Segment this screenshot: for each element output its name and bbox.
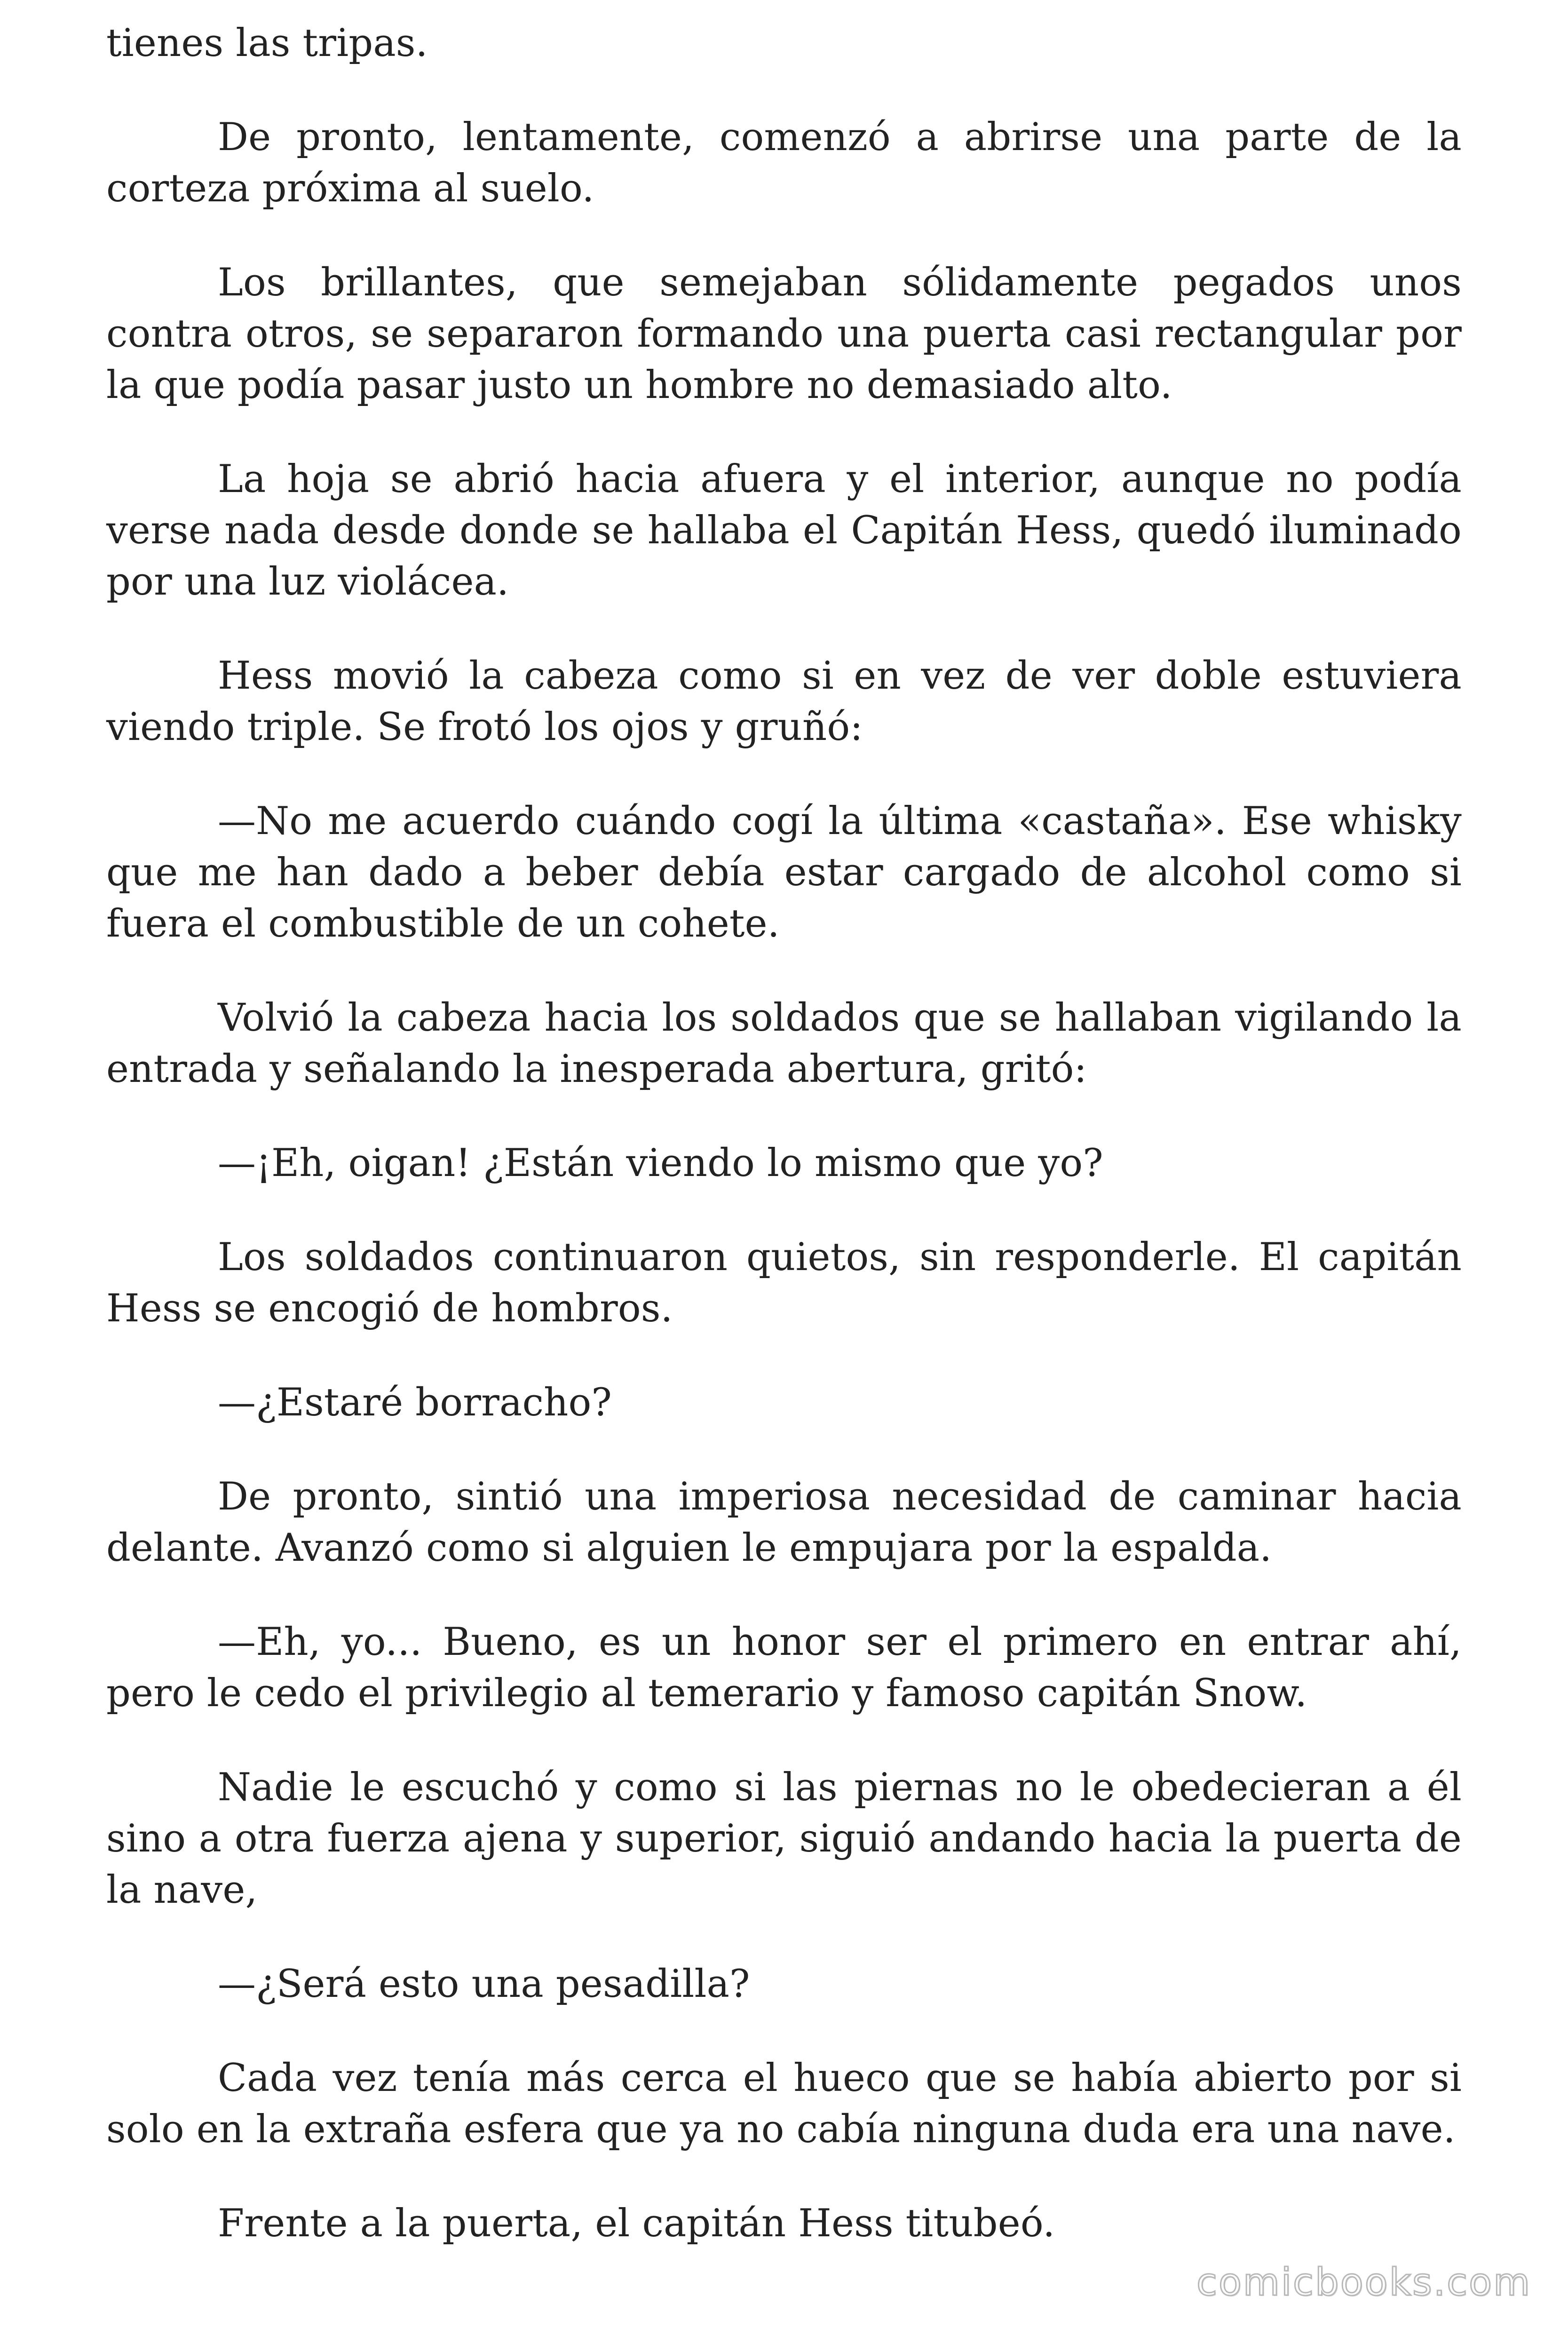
paragraph: Nadie le escuchó y como si las piernas no le obedecieran a él sino a otra fuerza ajena y superior, siguió andando hacia la puerta de la nave, bbox=[106, 1765, 1462, 1912]
paragraph: La hoja se abrió hacia afuera y el interior, aunque no podía verse nada desde donde se hallaba el Capitán Hess, quedó iluminado por una luz violácea. bbox=[106, 457, 1462, 604]
paragraph: Hess movió la cabeza como si en vez de ver doble estuviera viendo triple. Se frotó los ojos y gruñó: bbox=[106, 654, 1462, 749]
dialogue-paragraph: —¿Será esto una pesadilla? bbox=[218, 1962, 750, 2006]
paragraph: Volvió la cabeza hacia los soldados que se hallaban vigilando la entrada y señalando la inesperada abertura, gritó: bbox=[106, 996, 1462, 1091]
paragraph: Frente a la puerta, el capitán Hess titubeó. bbox=[218, 2201, 1055, 2246]
dialogue-paragraph: —¿Estaré borracho? bbox=[218, 1381, 612, 1425]
paragraph-continuation: tienes las tripas. bbox=[106, 21, 428, 65]
paragraph: De pronto, lentamente, comenzó a abrirse una parte de la corteza próxima al suelo. bbox=[106, 115, 1462, 211]
dialogue-paragraph: —No me acuerdo cuándo cogí la última «castaña». Ese whisky que me han dado a beber debía estar cargado de alcohol como si fuera el combustible de un cohete. bbox=[106, 799, 1462, 946]
paragraph: De pronto, sintió una imperiosa necesidad de caminar hacia delante. Avanzó como si alguien le empujara por la espalda. bbox=[106, 1475, 1462, 1570]
paragraph: Cada vez tenía más cerca el hueco que se había abierto por si solo en la extraña esfera que ya no cabía ninguna duda era una nave. bbox=[106, 2056, 1462, 2152]
dialogue-paragraph: —Eh, yo... Bueno, es un honor ser el primero en entrar ahí, pero le cedo el privilegio al temerario y famoso capitán Snow. bbox=[106, 1620, 1462, 1716]
watermark-text: comicbooks.com bbox=[1196, 2260, 1531, 2304]
paragraph: Los brillantes, que semejaban sólidamente pegados unos contra otros, se separaron formando una puerta casi rectangular por la que podía pasar justo un hombre no demasiado alto. bbox=[106, 261, 1462, 407]
book-page-text bbox=[106, 0, 1462, 2249]
paragraph: Los soldados continuaron quietos, sin responderle. El capitán Hess se encogió de hombros. bbox=[106, 1235, 1462, 1331]
dialogue-paragraph: —¡Eh, oigan! ¿Están viendo lo mismo que yo? bbox=[218, 1141, 1103, 1185]
